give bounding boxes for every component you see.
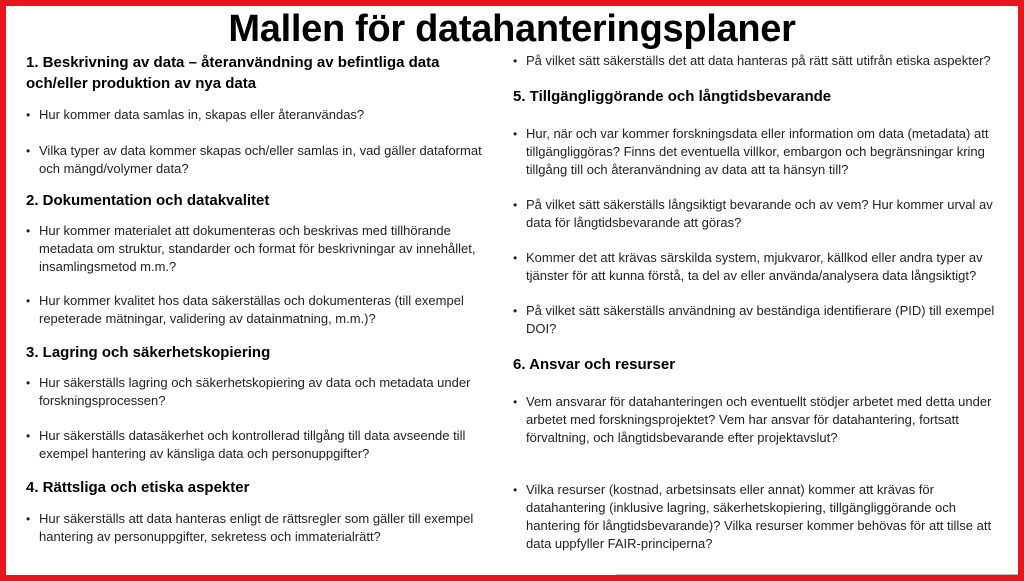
bullet-icon: •	[26, 224, 31, 238]
list-item: • Hur säkerställs datasäkerhet och kontrollerad tillgång till data avseende till exempel hantering av känsliga data och personuppgifter?	[26, 428, 466, 461]
bullet-icon: •	[513, 304, 518, 318]
bullet-list	[513, 125, 1008, 338]
section-4	[26, 477, 496, 546]
section-heading: 5. Tillgängliggörande och långtidsbevarande	[513, 88, 832, 105]
section-6	[513, 354, 1008, 553]
bullet-icon: •	[26, 108, 31, 122]
bullet-icon: •	[26, 144, 31, 158]
list-item: • På vilket sätt säkerställs långsiktigt bevarande och av vem? Hur kommer urval av data för långtidsbevarande att göras?	[513, 197, 993, 230]
section-2	[26, 190, 496, 328]
bullet-icon: •	[513, 483, 518, 497]
bullet-list	[26, 106, 496, 178]
list-item: • Hur säkerställs att data hanteras enligt de rättsregler som gäller till exempel hantering av personuppgifter, sekretess och immaterialrätt?	[26, 511, 474, 544]
section-5	[513, 86, 1008, 338]
section-heading: 2. Dokumentation och datakvalitet	[26, 192, 270, 209]
section-heading: 1. Beskrivning av data – återanvändning av befintliga data och/eller produktion av nya data	[26, 54, 440, 92]
list-item: • På vilket sätt säkerställs användning av beständiga identifierare (PID) till exempel DOI?	[513, 303, 995, 336]
section-1	[26, 52, 496, 178]
bullet-list	[513, 52, 1008, 70]
list-item: • Kommer det att krävas särskilda system, mjukvaror, källkod eller andra typer av tjänster för att kunna förstå, ta del av eller använda/analysera data långsiktigt?	[513, 250, 983, 283]
section-3	[26, 342, 496, 463]
list-item: • Vem ansvarar för datahanteringen och eventuellt stödjer arbetet med detta under arbetet med forskningsprojektet? Vem har ansvar för datahantering, fortsatt förvaltning, och långtidsbevarande efter projektavslut?	[513, 394, 992, 445]
bullet-icon: •	[513, 54, 518, 68]
left-column	[26, 52, 496, 546]
right-column	[513, 52, 1008, 553]
bullet-icon: •	[26, 512, 31, 526]
section-heading: 3. Lagring och säkerhetskopiering	[26, 344, 271, 361]
list-item: • Hur, när och var kommer forskningsdata eller information om data (metadata) att tillgängliggöras? Finns det eventuella villkor, embargon och begränsningar kring tillgång till och återanvändning av data att ta hänsyn till?	[513, 126, 989, 177]
bullet-list	[513, 393, 1008, 553]
bullet-icon: •	[26, 429, 31, 443]
section-heading: 6. Ansvar och resurser	[513, 356, 676, 373]
bullet-list	[26, 374, 496, 463]
list-item: • Hur kommer data samlas in, skapas eller återanvändas?	[26, 107, 365, 122]
bullet-icon: •	[513, 127, 518, 141]
bullet-list	[26, 222, 496, 328]
list-item: • På vilket sätt säkerställs det att data hanteras på rätt sätt utifrån etiska aspekter?	[513, 53, 991, 68]
section-heading: 4. Rättsliga och etiska aspekter	[26, 479, 250, 496]
bullet-icon: •	[513, 198, 518, 212]
bullet-list	[26, 510, 496, 546]
list-item: • Hur säkerställs lagring och säkerhetskopiering av data och metadata under forskningsprocessen?	[26, 375, 471, 408]
footer-box	[616, 574, 1022, 581]
bullet-icon: •	[26, 376, 31, 390]
list-item: • Hur kommer kvalitet hos data säkerställas och dokumenteras (till exempel repeterade mätningar, validering av datainmatning, m.m.)?	[26, 293, 464, 326]
list-item: • Vilka resurser (kostnad, arbetsinsats eller annat) kommer att krävas för datahantering (inklusive lagring, säkerhetskopiering, tillgängliggörande och hantering för långtidsbevarande)? Vilka resurser kommer behövas för att tillse att data uppfyller FAIR-principerna?	[513, 482, 992, 551]
page-title: Mallen för datahanteringsplaner	[228, 8, 796, 50]
bullet-icon: •	[513, 395, 518, 409]
list-item: • Vilka typer av data kommer skapas och/eller samlas in, vad gäller dataformat och mängd/volymer data?	[26, 143, 482, 176]
bullet-icon: •	[513, 251, 518, 265]
bullet-icon: •	[26, 294, 31, 308]
list-item: • Hur kommer materialet att dokumenteras och beskrivas med tillhörande metadata om struktur, standarder och format för beskrivningar av innehållet, insamlingsmetod m.m.?	[26, 223, 476, 274]
